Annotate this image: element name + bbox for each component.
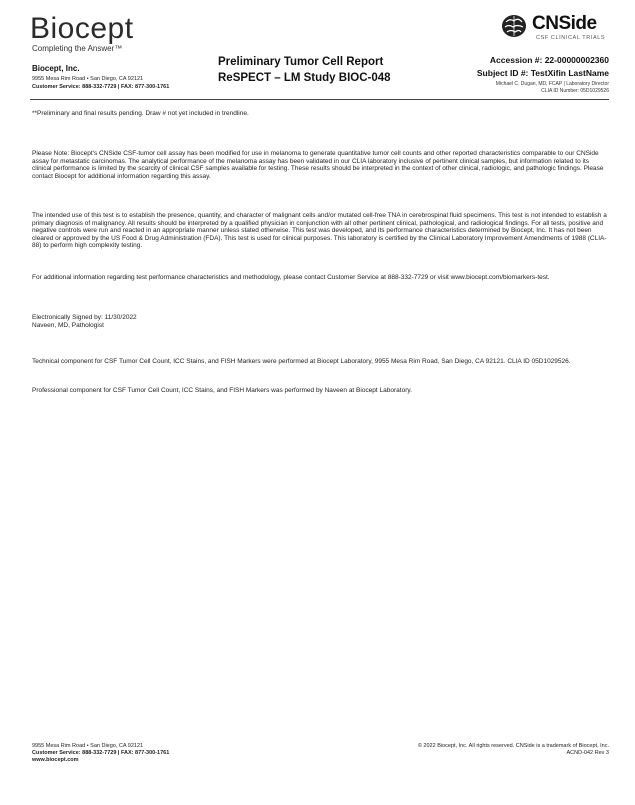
lab-director: Michael C. Dugan, MD, FCAP | Laboratory Director [495,81,609,87]
pathologist: Naveen, MD, Pathologist [32,322,104,329]
header-divider [30,99,609,100]
footer-service: Customer Service: 888-332-7729 | FAX: 877-300-1761 [32,750,170,756]
report-subtitle: ReSPECT – LM Study BIOC-048 [218,72,391,84]
technical-component: Technical component for CSF Tumor Cell Count, ICC Stains, and FISH Markers were performed at Biocept Laboratory, 9955 Mesa Rim Road, San Diego, CA 92121. CLIA ID 05D1029526. [32,358,571,365]
biocept-logo: Biocept [30,12,134,45]
logo-tagline: Completing the Answer™ [32,44,123,53]
brain-icon [500,12,528,40]
melanoma-note: Please Note: Biocept's CNSide CSF-tumor cell assay has been modified for use in melanoma to generate quantitative tumor cell counts and other reported characteristics comparable to our CNSide assay for metastatic carcinomas. The analytical performance of the melanoma assay has been validated in our CLIA laboratory inclusive of pertinent clinical samples, but information related to its clinical performance is limited by the scarcity of clinical CSF samples available for testing. These results should be interpreted in the context of other clinical, radiologic, and pathologic findings. Please contact Biocept for additional information regarding this assay. [32,150,604,180]
report-title: Preliminary Tumor Cell Report [218,56,384,68]
footer-website[interactable]: www.biocept.com [32,757,79,763]
professional-component: Professional component for CSF Tumor Cell Count, ICC Stains, and FISH Markers was performed by Naveen at Biocept Laboratory. [32,387,412,394]
cnside-subtitle: CSF CLINICAL TRIALS [536,35,606,41]
intended-use: The intended use of this test is to establish the presence, quantity, and character of malignant cells and/or mutated cell-free TNA in cerebrospinal fluid specimens. This test is not intended to establish a primary diagnosis of malignancy. All results should be interpreted by a qualified physician in conjunction with all other pertinent clinical, pathological, and radiological findings. For all tests, positive and negative controls were run and reacted in an appropriate manner unless stated otherwise. This test was developed, and its performance characteristics determined by Biocept, Inc. It has not been cleared or approved by the US Food & Drug Administration (FDA). This test is used for clinical purposes. This laboratory is certified by the Clinical Laboratory Improvement Amendments of 1988 (CLIA-88) to perform high complexity testing. [32,212,607,250]
footer-address: 9955 Mesa Rim Road • San Diego, CA 92121 [32,743,144,749]
company-name: Biocept, Inc. [32,64,80,73]
subject-id: Subject ID #: TestXifin LastName [476,68,609,78]
signed-by: Electronically Signed by: 11/30/2022 [32,314,137,321]
accession-number: Accession #: 22-00000002360 [489,55,609,65]
pending-note: **Preliminary and final results pending. Draw # not yet included in trendline. [32,110,249,117]
footer-copyright: © 2022 Biocept, Inc. All rights reserved. CNSide is a trademark of Biocept, Inc. [417,743,609,749]
cnside-brand: CNSide [532,13,597,34]
clia-number: CLIA ID Number: 05D1029526 [541,88,609,94]
company-address: 9955 Mesa Rim Road • San Diego, CA 92121 [32,76,144,82]
contact-info: For additional information regarding test performance characteristics and methodology, please contact Customer Service at 888-332-7729 or visit www.biocept.com/biomarkers-test. [32,274,550,281]
footer-doc-id: ACND-042 Rev 3 [566,750,609,756]
cnside-logo [500,10,610,46]
customer-service: Customer Service: 888-332-7729 | FAX: 877-300-1761 [32,84,170,90]
